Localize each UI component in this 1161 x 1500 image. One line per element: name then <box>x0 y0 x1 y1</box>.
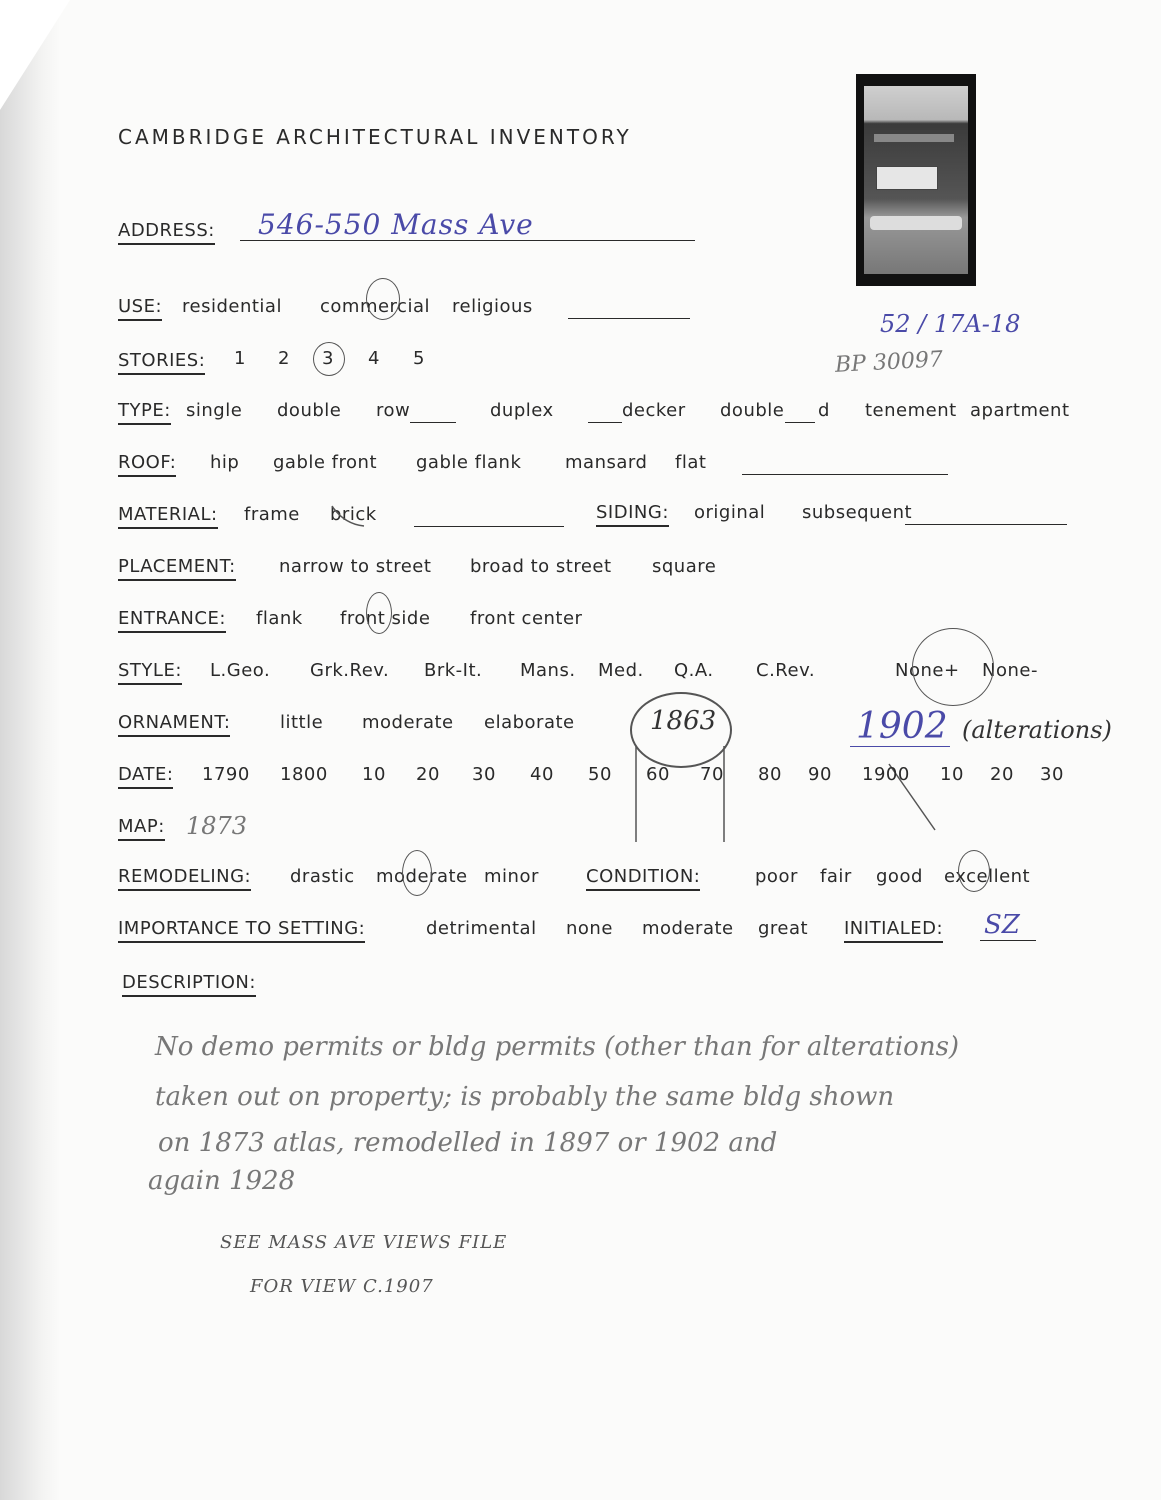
type-option-row: row <box>376 400 411 421</box>
type-option-decker: decker <box>622 400 686 421</box>
description-line-3: on 1873 atlas, remodelled in 1897 or 1902 and <box>158 1128 778 1158</box>
building-photo-image <box>864 86 968 274</box>
type-option-apartment: apartment <box>970 400 1070 421</box>
condition-option-good: good <box>876 866 923 887</box>
photo-reference: 52 / 17A-18 <box>880 310 1021 338</box>
type-option-d: d <box>818 400 830 421</box>
style-option-qa: Q.A. <box>674 660 714 681</box>
condition-selection-circle <box>958 850 990 892</box>
remodeling-option-moderate: moderate <box>376 866 468 887</box>
remodeling-label: REMODELING: <box>118 866 251 891</box>
stories-label: STORIES: <box>118 350 205 375</box>
type-option-double: double <box>277 400 342 421</box>
placement-option-broad: broad to street <box>470 556 612 577</box>
date-label: DATE: <box>118 764 173 789</box>
date-option-90: 90 <box>808 764 832 785</box>
placement-option-square: square <box>652 556 717 577</box>
map-value: 1873 <box>186 812 248 840</box>
date-option-1900: 1900 <box>862 764 910 785</box>
roof-option-flat: flat <box>675 452 707 473</box>
placement-label: PLACEMENT: <box>118 556 236 581</box>
stories-option-4: 4 <box>368 348 380 369</box>
material-label: MATERIAL: <box>118 504 218 529</box>
entrance-label: ENTRANCE: <box>118 608 226 633</box>
type-label: TYPE: <box>118 400 171 425</box>
style-option-grkrev: Grk.Rev. <box>310 660 390 681</box>
date-option-80: 80 <box>758 764 782 785</box>
address-label: ADDRESS: <box>118 220 215 245</box>
ornament-option-little: little <box>280 712 324 733</box>
style-option-none-plus: None+ <box>895 660 960 681</box>
importance-option-none: none <box>566 918 613 939</box>
date-annotation-1902: 1902 <box>856 706 948 747</box>
date-option-10: 10 <box>362 764 386 785</box>
date-option-1930: 30 <box>1040 764 1064 785</box>
style-option-crev: C.Rev. <box>756 660 816 681</box>
style-option-brkit: Brk-It. <box>424 660 483 681</box>
stories-option-3: 3 <box>322 348 334 369</box>
date-bracket-marks <box>630 742 740 852</box>
description-note-line-2: FOR VIEW C.1907 <box>250 1276 434 1297</box>
importance-label: IMPORTANCE TO SETTING: <box>118 918 365 943</box>
type-option-single: single <box>186 400 243 421</box>
description-label: DESCRIPTION: <box>122 972 256 997</box>
condition-option-excellent: excellent <box>944 866 1031 887</box>
style-option-mans: Mans. <box>520 660 576 681</box>
roof-other-line <box>742 474 948 475</box>
date-annotation-1902-underline <box>850 746 950 747</box>
page-edge-shadow <box>0 0 60 1500</box>
use-option-residential: residential <box>182 296 282 317</box>
date-option-1790: 1790 <box>202 764 250 785</box>
date-option-40: 40 <box>530 764 554 785</box>
type-option-double-d: double <box>720 400 785 421</box>
material-option-frame: frame <box>244 504 300 525</box>
address-value: 546-550 Mass Ave <box>258 208 534 241</box>
material-check-mark <box>328 500 368 530</box>
initialed-label: INITIALED: <box>844 918 943 943</box>
entrance-option-flank: flank <box>256 608 303 629</box>
remodeling-option-minor: minor <box>484 866 539 887</box>
importance-option-great: great <box>758 918 809 939</box>
initialed-line <box>980 940 1036 941</box>
type-row-line <box>410 422 456 423</box>
roof-option-gable-flank: gable flank <box>416 452 522 473</box>
style-option-none-minus: None- <box>982 660 1038 681</box>
description-note-line-1: SEE MASS AVE VIEWS FILE <box>220 1232 508 1253</box>
date-annotation-1863: 1863 <box>650 706 717 736</box>
torn-corner <box>0 0 70 110</box>
condition-option-poor: poor <box>755 866 798 887</box>
initialed-value: SZ <box>984 910 1020 940</box>
date-option-20: 20 <box>416 764 440 785</box>
date-annotation-alterations: (alterations) <box>962 716 1112 744</box>
siding-option-subsequent: subsequent <box>802 502 913 523</box>
type-decker-line <box>588 422 622 423</box>
remodeling-selection-circle <box>402 850 432 896</box>
type-double-d-line <box>785 422 815 423</box>
roof-option-hip: hip <box>210 452 240 473</box>
material-option-brick: brick <box>330 504 377 525</box>
description-line-4: again 1928 <box>148 1166 296 1196</box>
date-option-1800: 1800 <box>280 764 328 785</box>
building-photo <box>856 74 976 286</box>
style-option-med: Med. <box>598 660 644 681</box>
form-title: CAMBRIDGE ARCHITECTURAL INVENTORY <box>118 125 632 149</box>
ornament-option-elaborate: elaborate <box>484 712 575 733</box>
type-option-tenement: tenement <box>865 400 957 421</box>
condition-label: CONDITION: <box>586 866 700 891</box>
entrance-option-front-center: front center <box>470 608 583 629</box>
ornament-option-moderate: moderate <box>362 712 454 733</box>
style-label: STYLE: <box>118 660 182 685</box>
use-label: USE: <box>118 296 162 321</box>
stories-option-2: 2 <box>278 348 290 369</box>
stories-option-5: 5 <box>413 348 425 369</box>
date-option-70: 70 <box>700 764 724 785</box>
entrance-selection-circle <box>366 592 392 634</box>
bp-number: BP 30097 <box>834 347 944 378</box>
description-line-2: taken out on property; is probably the same bldg shown <box>155 1082 895 1112</box>
roof-option-mansard: mansard <box>565 452 648 473</box>
date-option-1920: 20 <box>990 764 1014 785</box>
date-option-1910: 10 <box>940 764 964 785</box>
use-option-religious: religious <box>452 296 533 317</box>
type-option-duplex: duplex <box>490 400 554 421</box>
use-other-line <box>568 318 690 319</box>
use-selection-circle <box>366 278 400 320</box>
importance-option-detrimental: detrimental <box>426 918 537 939</box>
description-line-1: No demo permits or bldg permits (other than for alterations) <box>155 1032 960 1062</box>
siding-other-line <box>905 524 1067 525</box>
placement-option-narrow: narrow to street <box>279 556 432 577</box>
date-option-30: 30 <box>472 764 496 785</box>
style-selection-circle <box>912 628 994 706</box>
siding-option-original: original <box>694 502 766 523</box>
importance-option-moderate: moderate <box>642 918 734 939</box>
date-option-50: 50 <box>588 764 612 785</box>
date-option-60: 60 <box>646 764 670 785</box>
stories-option-1: 1 <box>234 348 246 369</box>
entrance-option-front-side: front side <box>340 608 431 629</box>
use-option-commercial: commercial <box>320 296 430 317</box>
style-option-lgeo: L.Geo. <box>210 660 271 681</box>
roof-label: ROOF: <box>118 452 176 477</box>
material-other-line <box>414 526 564 527</box>
stories-selection-circle <box>313 342 345 376</box>
condition-option-fair: fair <box>820 866 852 887</box>
map-label: MAP: <box>118 816 165 841</box>
siding-label: SIDING: <box>596 502 669 527</box>
ornament-label: ORNAMENT: <box>118 712 230 737</box>
roof-option-gable-front: gable front <box>273 452 377 473</box>
remodeling-option-drastic: drastic <box>290 866 355 887</box>
